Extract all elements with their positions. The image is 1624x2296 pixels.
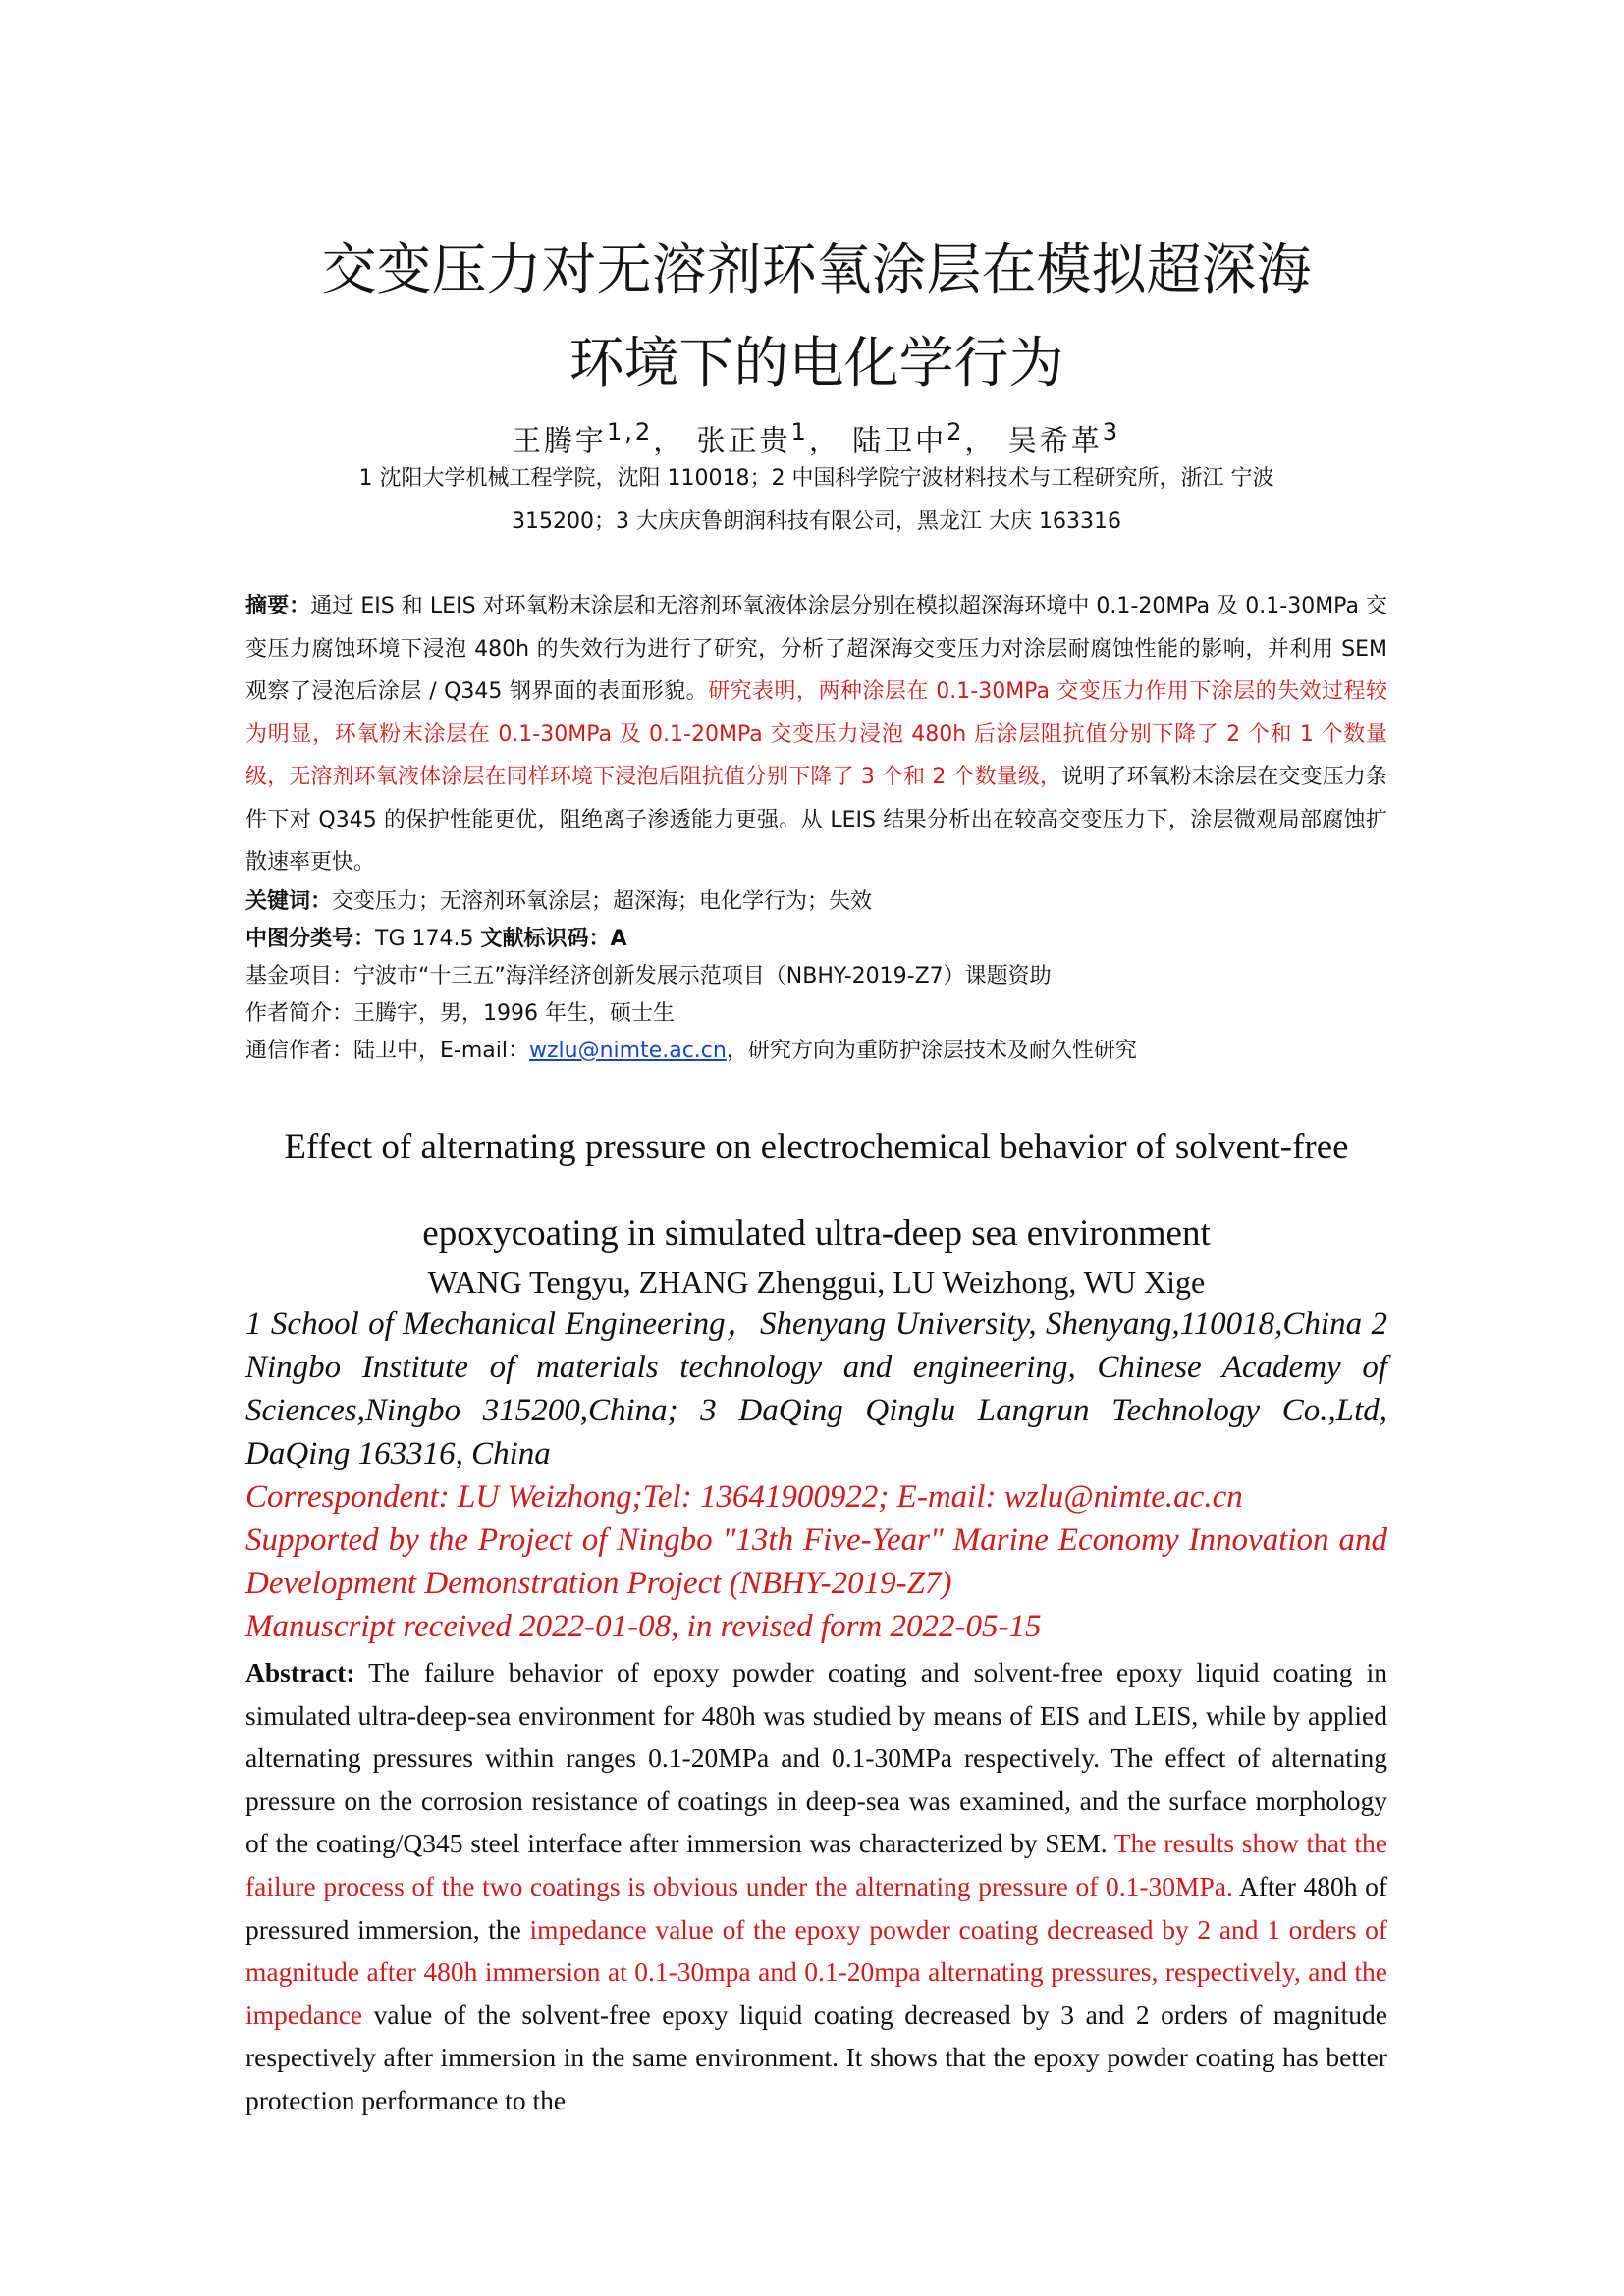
chinese-authors: 王腾宇$^{1,2}$， 张正贵$^1$， 陆卫中$^2$， 吴希革$^3$ <box>512 418 1121 457</box>
english-abstract-highlight: impedance value of the epoxy powder coating decreased by 2 and 1 orders of magnitude after 480h immersion at 0.1-30mpa and 0.1-20mpa alternating pressures, respectively, and the impedance <box>245 1913 1387 2030</box>
classification-label: 中图分类号： <box>245 927 376 951</box>
chinese-title-line-1: 交变压力对无溶剂环氧涂层在模拟超深海 <box>321 239 1312 302</box>
english-front-matter <box>245 1303 1387 1648</box>
correspondent-prefix: 通信作者：陆卫中，E-mail： <box>245 1039 529 1063</box>
chinese-metadata <box>245 883 1387 1070</box>
document-code-label: 文献标识码： <box>480 927 611 951</box>
english-abstract-text: After 480h of pressured immersion, the <box>245 1870 1387 1945</box>
chinese-affiliation-line-2: 315200；3 大庆庆鲁朗润科技有限公司，黑龙江 大庆 163316 <box>512 509 1121 534</box>
chinese-affiliation-line-1: 1 沈阳大学机械工程学院，沈阳 110018；2 中国科学院宁波材料技术与工程研究所，浙江 宁波 <box>358 466 1274 491</box>
abstract-label: 摘要： <box>245 594 311 618</box>
author-affiliation-mark: 2 <box>947 418 965 446</box>
english-abstract-highlight: The results show that the failure process of the two coatings is obvious under the alternating pressure of 0.1-30MPa. <box>245 1828 1387 1901</box>
author-name: 王腾宇 <box>512 423 607 457</box>
keywords-label: 关键词： <box>245 889 333 914</box>
author-affiliation-mark: 1,2 <box>606 418 654 446</box>
english-abstract-text: value of the solvent-free epoxy liquid coating decreased by 3 and 2 orders of magnitude respectively after immersion in the same environment. It shows that the epoxy powder coating has better protection performance to the <box>245 1999 1387 2115</box>
english-funding: Supported by the Project of Ningbo "13th Five-Year" Marine Economy Innovation and Development Demonstration Project (NBHY-2019-Z7) <box>245 1522 1387 1601</box>
correspondent-line <box>245 1033 1387 1070</box>
funding-line: 基金项目：宁波市“十三五”海洋经济创新发展示范项目（NBHY-2019-Z7）课题资助 <box>245 964 1052 988</box>
english-abstract-text: The failure behavior of epoxy powder coating and solvent-free epoxy liquid coating in simulated ultra-deep-sea environment for 480h was studied by means of EIS and LEIS, while by applied alternating pressures within ranges 0.1-20MPa and 0.1-30MPa respectively. The effect of alternating pressure on the corrosion resistance of coatings in deep-sea was examined, and the surface morphology of the coating/Q345 steel interface after immersion was characterized by SEM. <box>245 1657 1387 1859</box>
author-name: 张正贵 <box>696 423 791 457</box>
chinese-title-line-2: 环境下的电化学行为 <box>568 332 1064 396</box>
classification-value: TG 174.5 <box>375 927 474 951</box>
english-authors: WANG Tengyu, ZHANG Zhenggui, LU Weizhong, WU Xige <box>427 1264 1206 1300</box>
keywords-text: 交变压力；无溶剂环氧涂层；超深海；电化学行为；失效 <box>332 889 873 914</box>
author-name: 陆卫中 <box>852 423 947 457</box>
abstract-text: 说明了环氧粉末涂层在交变压力条件下对 Q345 的保护性能更优，阻绝离子渗透能力更强。从 LEIS 结果分析出在较高交变压力下，涂层微观局部腐蚀扩散速率更快。 <box>245 765 1387 875</box>
english-abstract-label: Abstract: <box>245 1657 355 1687</box>
manuscript-dates: Manuscript received 2022-01-08, in revised form 2022-05-15 <box>245 1609 1042 1644</box>
author-intro-line: 作者简介：王腾宇，男，1996 年生，硕士生 <box>245 1001 675 1026</box>
author-affiliation-mark: 3 <box>1102 418 1121 446</box>
abstract-text: 通过 EIS 和 LEIS 对环氧粉末涂层和无溶剂环氧液体涂层分别在模拟超深海环境中 0.1-20MPa 及 0.1-30MPa 交变压力腐蚀环境下浸泡 480h 的失效行为进行了研究，分析了超深海交变压力对涂层耐腐蚀性能的影响，并利用 SEM 观察了浸泡后涂层 / Q345 钢界面的表面形貌。 <box>245 594 1387 704</box>
english-affiliations: 1 School of Mechanical Engineering，Shenyang University, Shenyang,110018,China 2 Ningbo Institute of materials technology and engineering, Chinese Academy of Sciences,Ningbo 315200,China; 3 DaQing Qinglu Langrun Technology Co.,Ltd, DaQing 163316, China <box>245 1307 1387 1471</box>
chinese-affiliations <box>245 457 1387 544</box>
classification-line <box>245 921 1387 958</box>
author-affiliation-mark: 1 <box>790 418 809 446</box>
author-name: 吴希革 <box>1007 423 1103 457</box>
english-title-line-2: epoxycoating in simulated ultra-deep sea environment <box>422 1213 1211 1254</box>
english-title <box>245 1104 1387 1277</box>
chinese-title <box>245 224 1387 410</box>
chinese-abstract <box>245 585 1387 884</box>
english-title-line-1: Effect of alternating pressure on electrochemical behavior of solvent-free <box>284 1127 1349 1167</box>
chinese-abstract-section <box>245 585 1387 884</box>
correspondent-suffix: ，研究方向为重防护涂层技术及耐久性研究 <box>726 1039 1137 1063</box>
abstract-highlight: 研究表明，两种涂层在 0.1-30MPa 交变压力作用下涂层的失效过程较为明显，环氧粉末涂层在 0.1-30MPa 及 0.1-20MPa 交变压力浸泡 480h 后涂层阻抗值分别下降了 2 个和 1 个数量级，无溶剂环氧液体涂层在同样环境下浸泡后阻抗值分别下降了 3 个和 2 个数量级， <box>245 679 1387 789</box>
english-abstract <box>245 1651 1387 2122</box>
english-correspondent: Correspondent: LU Weizhong;Tel: 13641900922; E-mail: wzlu@nimte.ac.cn <box>245 1479 1243 1515</box>
email-link[interactable]: wzlu@nimte.ac.cn <box>528 1039 727 1063</box>
document-code-value: A <box>610 927 627 951</box>
keywords-line <box>245 883 1387 921</box>
